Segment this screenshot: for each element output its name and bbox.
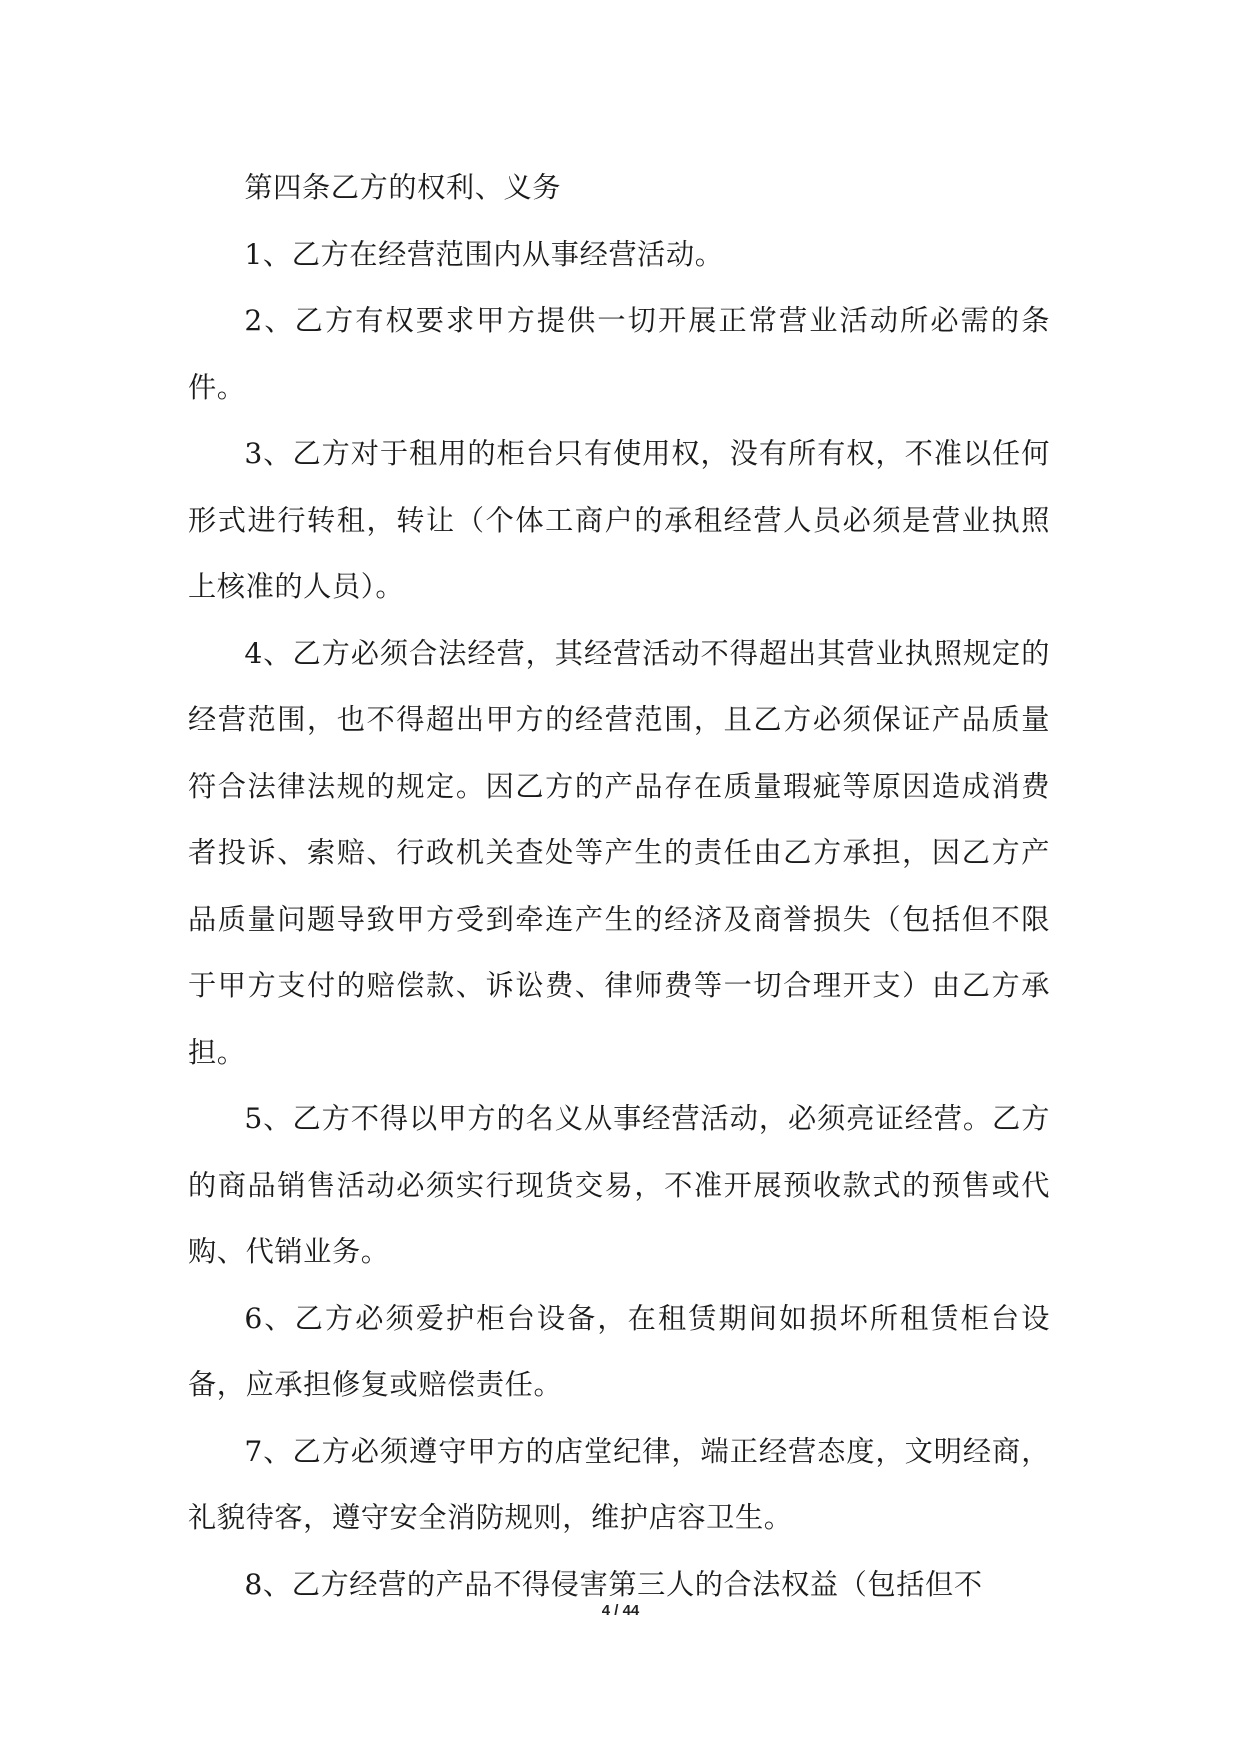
paragraph-1: 1、乙方在经营范围内从事经营活动。 [244, 237, 724, 271]
paragraph-8: 8、乙方经营的产品不得侵害第三人的合法权益（包括但不 [244, 1567, 983, 1601]
paragraph-5: 5、乙方不得以甲方的名义从事经营活动，必须亮证经营。乙方的商品销售活动必须实行现货交易，不准开展预收款式的预售或代购、代销业务。 [188, 1102, 1050, 1268]
paragraph-7: 7、乙方必须遵守甲方的店堂纪律，端正经营态度，文明经商，礼貌待客，遵守安全消防规则，维护店容卫生。 [188, 1434, 1050, 1534]
page-number: 4 / 44 [601, 1602, 640, 1619]
paragraph-3: 3、乙方对于租用的柜台只有使用权，没有所有权，不准以任何形式进行转租，转让（个体工商户的承租经营人员必须是营业执照上核准的人员）。 [188, 437, 1050, 603]
section-heading: 第四条乙方的权利、义务 [244, 171, 562, 204]
paragraph-4: 4、乙方必须合法经营，其经营活动不得超出其营业执照规定的经营范围，也不得超出甲方的经营范围，且乙方必须保证产品质量符合法律法规的规定。因乙方的产品存在质量瑕疵等原因造成消费者投诉、索赔、行政机关查处等产生的责任由乙方承担，因乙方产品质量问题导致甲方受到牵连产生的经济及商誉损失（包括但不限于甲方支付的赔偿款、诉讼费、律师费等一切合理开支）由乙方承担。 [188, 636, 1050, 1069]
document-body [188, 155, 1050, 1618]
paragraph-2: 2、乙方有权要求甲方提供一切开展正常营业活动所必需的条件。 [188, 304, 1050, 404]
paragraph-6: 6、乙方必须爱护柜台设备，在租赁期间如损坏所租赁柜台设备，应承担修复或赔偿责任。 [188, 1301, 1050, 1401]
